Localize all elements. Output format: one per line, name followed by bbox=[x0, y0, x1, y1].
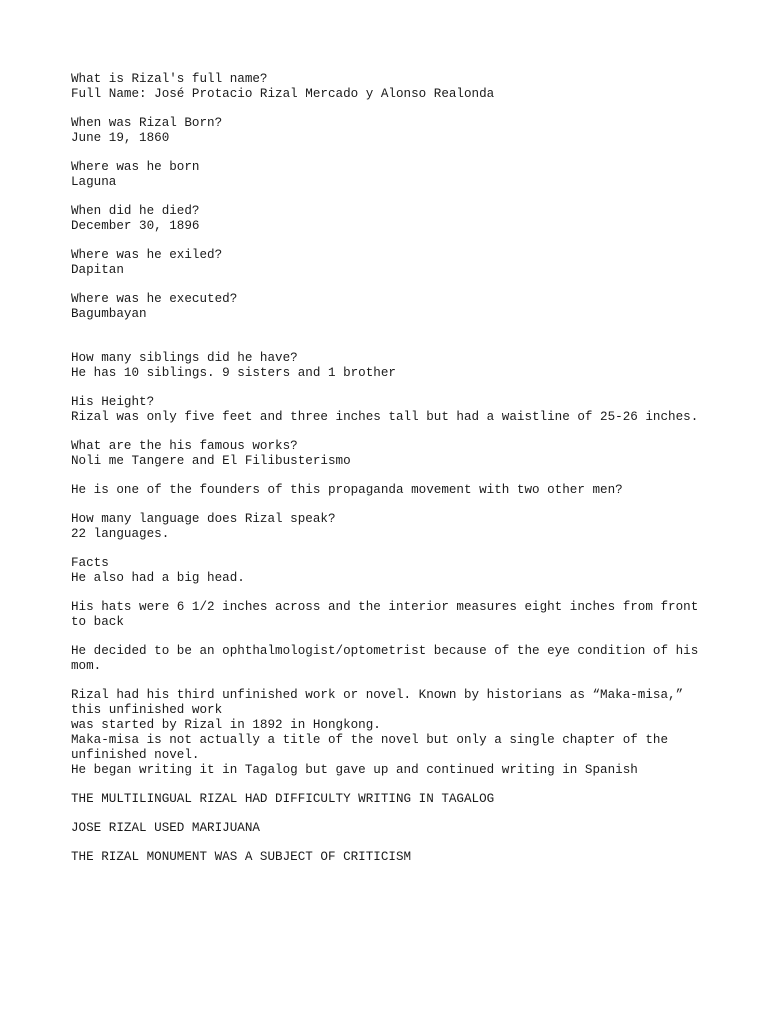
question-text: Where was he executed? bbox=[71, 292, 238, 306]
qa-block-full-name bbox=[71, 72, 701, 102]
fact-block-tagalog bbox=[71, 792, 701, 807]
fact-text: THE MULTILINGUAL RIZAL HAD DIFFICULTY WRITING IN TAGALOG bbox=[71, 792, 495, 806]
fact-text: THE RIZAL MONUMENT WAS A SUBJECT OF CRITICISM bbox=[71, 850, 412, 864]
answer-text: June 19, 1860 bbox=[71, 131, 170, 145]
answer-text: Noli me Tangere and El Filibusterismo bbox=[71, 454, 351, 468]
fact-text: JOSE RIZAL USED MARIJUANA bbox=[71, 821, 260, 835]
fact-line: He began writing it in Tagalog but gave up and continued writing in Spanish bbox=[71, 763, 638, 777]
fact-block-marijuana bbox=[71, 821, 701, 836]
fact-text: He decided to be an ophthalmologist/optometrist because of the eye condition of his mom. bbox=[71, 644, 706, 673]
answer-text: Bagumbayan bbox=[71, 307, 147, 321]
question-text: How many siblings did he have? bbox=[71, 351, 298, 365]
fact-line: Rizal had his third unfinished work or novel. Known by historians as “Maka-misa,” this unfinished work bbox=[71, 688, 691, 717]
fact-text: He also had a big head. bbox=[71, 571, 245, 585]
qa-block-propaganda bbox=[71, 483, 701, 498]
fact-block-monument bbox=[71, 850, 701, 865]
question-text: When was Rizal Born? bbox=[71, 116, 223, 130]
question-text: When did he died? bbox=[71, 204, 200, 218]
question-text: How many language does Rizal speak? bbox=[71, 512, 336, 526]
qa-block-death-date bbox=[71, 204, 701, 234]
question-text: Where was he born bbox=[71, 160, 200, 174]
fact-block-maka-misa bbox=[71, 688, 701, 778]
answer-text: Full Name: José Protacio Rizal Mercado y Alonso Realonda bbox=[71, 87, 495, 101]
answer-text: Rizal was only five feet and three inches tall but had a waistline of 25-26 inches. bbox=[71, 410, 699, 424]
qa-block-famous-works bbox=[71, 439, 701, 469]
fact-text: His hats were 6 1/2 inches across and the interior measures eight inches from front to back bbox=[71, 600, 706, 629]
answer-text: He has 10 siblings. 9 sisters and 1 brother bbox=[71, 366, 396, 380]
qa-block-siblings bbox=[71, 351, 701, 381]
question-text: His Height? bbox=[71, 395, 155, 409]
question-text: He is one of the founders of this propaganda movement with two other men? bbox=[71, 483, 623, 497]
qa-block-languages bbox=[71, 512, 701, 542]
question-text: Where was he exiled? bbox=[71, 248, 223, 262]
answer-text: 22 languages. bbox=[71, 527, 170, 541]
fact-line: was started by Rizal in 1892 in Hongkong. bbox=[71, 718, 381, 732]
question-text: What is Rizal's full name? bbox=[71, 72, 268, 86]
qa-block-birth-place bbox=[71, 160, 701, 190]
answer-text: Dapitan bbox=[71, 263, 124, 277]
facts-block bbox=[71, 556, 701, 586]
fact-line: Maka-misa is not actually a title of the novel but only a single chapter of the unfinished novel. bbox=[71, 733, 676, 762]
document-body bbox=[71, 72, 706, 879]
fact-block-ophthalmologist bbox=[71, 644, 706, 674]
fact-block-hats bbox=[71, 600, 706, 630]
qa-block-birth-date bbox=[71, 116, 701, 146]
qa-block-execution bbox=[71, 292, 701, 322]
facts-heading: Facts bbox=[71, 556, 109, 570]
qa-block-height bbox=[71, 395, 701, 425]
question-text: What are the his famous works? bbox=[71, 439, 298, 453]
answer-text: December 30, 1896 bbox=[71, 219, 200, 233]
qa-block-exile bbox=[71, 248, 701, 278]
answer-text: Laguna bbox=[71, 175, 117, 189]
